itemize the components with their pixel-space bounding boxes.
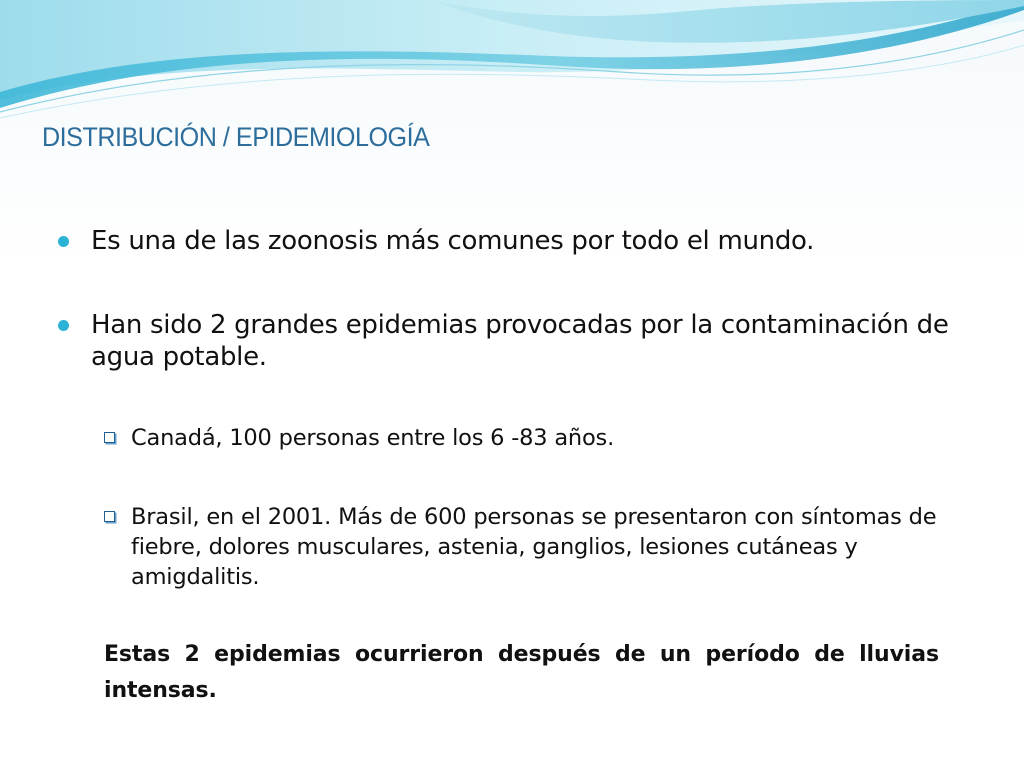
sub-bullet-text: Canadá, 100 personas entre los 6 -83 años. — [131, 425, 615, 451]
bullet-text: Es una de las zoonosis más comunes por todo el mundo. — [91, 226, 815, 256]
bullet-item — [58, 225, 958, 257]
sub-bullet-item — [104, 423, 954, 453]
sub-bullet-square-icon — [104, 511, 115, 522]
bullet-item — [58, 309, 958, 373]
sub-bullet-item — [104, 502, 954, 592]
sub-bullet-text: Brasil, en el 2001. Más de 600 personas se presentaron con síntomas de fiebre, dolores musculares, astenia, ganglios, lesiones cutáneas y amigdalitis. — [131, 504, 937, 590]
bullet-dot-icon — [58, 320, 69, 331]
sub-bullet-square-icon — [104, 432, 115, 443]
slide-title: DISTRIBUCIÓN / EPIDEMIOLOGÍA — [42, 122, 430, 152]
conclusion-note: Estas 2 epidemias ocurrieron después de un período de lluvias intensas. — [104, 642, 939, 703]
bullet-dot-icon — [58, 236, 69, 247]
bullet-text: Han sido 2 grandes epidemias provocadas por la contaminación de agua potable. — [91, 310, 949, 372]
